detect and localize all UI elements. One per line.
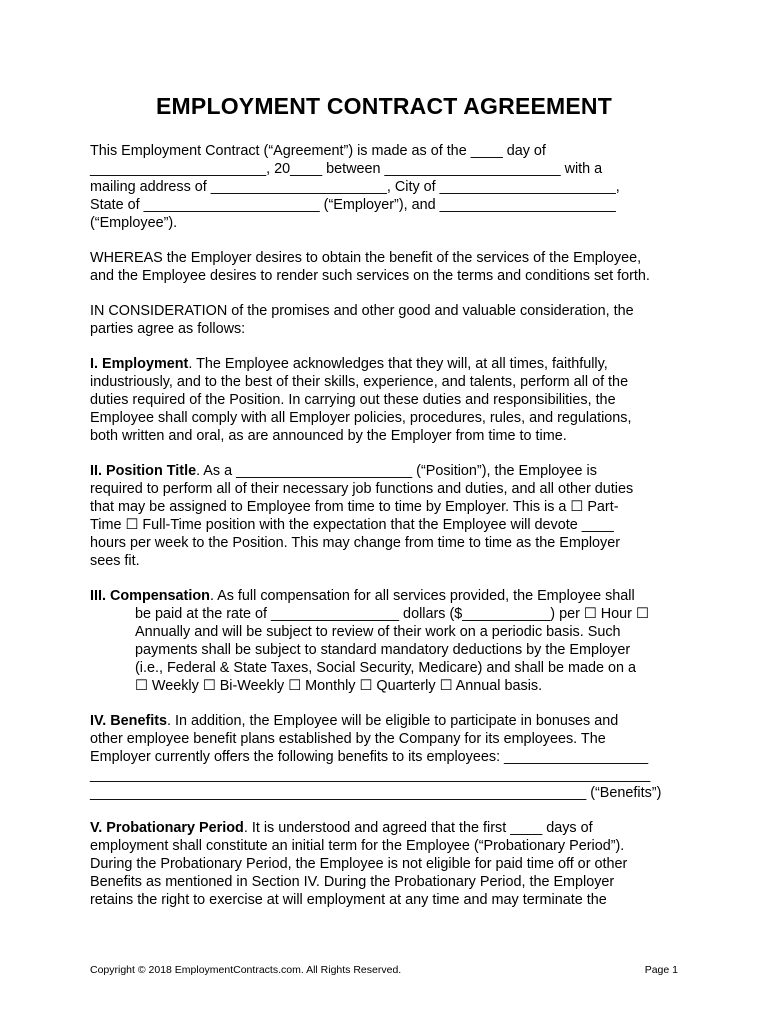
section-text: . It is understood and agreed that the first ____ days of employment shall constitute an initial term for the Employee (“Probationary Period”). During the Probationary Period, the Employee is not eligible for paid time off or other Benefits as mentioned in Section IV. During the Probationary Period, the Employer retains the right to exercise at will employment at any time and may terminate the: [90, 820, 628, 908]
section-benefits: [90, 712, 690, 802]
consideration-paragraph: IN CONSIDERATION of the promises and other good and valuable consideration, the parties agree as follows:: [90, 303, 634, 337]
section-heading: V. Probationary Period: [90, 820, 244, 836]
section-text: . In addition, the Employee will be eligible to participate in bonuses and other employee benefit plans established by the Company for its employees. The Employer currently offers the following benefits to its employees: __________________ ______________________________________________________________________ ______________________________________________________________ (“Benefits”): [90, 713, 662, 801]
section-indented-text: be paid at the rate of ________________ dollars ($___________) per ☐ Hour ☐ Annually and will be subject to review of their work on a periodic basis. Such payments shall be subject to standard mandatory deductions by the Employer (i.e., Federal & State Taxes, Social Security, Medicare) and shall be made on a ☐ Weekly ☐ Bi-Weekly ☐ Monthly ☐ Quarterly ☐ Annual basis.: [135, 606, 649, 694]
section-heading: III. Compensation: [90, 588, 210, 604]
whereas-paragraph: WHEREAS the Employer desires to obtain the benefit of the services of the Employee, and the Employee desires to render such services on the terms and conditions set forth.: [90, 250, 650, 284]
section-employment: [90, 355, 690, 445]
section-position-title: [90, 462, 690, 570]
section-text: . As full compensation for all services provided, the Employee shall: [209, 588, 635, 604]
document-body: [90, 142, 690, 926]
page-number: Page 1: [644, 964, 678, 976]
intro-paragraph: This Employment Contract (“Agreement”) is made as of the ____ day of ______________________, 20____ between ______________________ with a mailing address of ______________________, City of ______________________, State of ______________________ (“Employer”), and ______________________ (“Employee”).: [90, 143, 620, 231]
section-heading: II. Position Title: [90, 463, 197, 479]
section-text: . As a ______________________ (“Position”), the Employee is required to perform all of their necessary job functions and duties, and all other duties that may be assigned to Employee from time to time by Employer. This is a ☐ Part- Time ☐ Full-Time position with the expectation that the Employee will devote ____ hours per week to the Position. This may change from time to time as the Employer sees fit.: [90, 463, 634, 569]
section-heading: IV. Benefits: [90, 713, 168, 729]
section-compensation: [90, 587, 690, 695]
document-title: EMPLOYMENT CONTRACT AGREEMENT: [156, 93, 612, 119]
section-heading: I. Employment: [90, 356, 189, 372]
page-footer: [90, 964, 678, 976]
copyright-text: Copyright © 2018 EmploymentContracts.com. All Rights Reserved.: [90, 964, 402, 976]
section-probationary-period: [90, 819, 690, 909]
section-text: . The Employee acknowledges that they will, at all times, faithfully, industriously, and to the best of their skills, experience, and talents, perform all of the duties required of the Position. In carrying out these duties and responsibilities, the Employee shall comply with all Employer policies, procedures, rules, and regulations, both written and oral, as are announced by the Employer from time to time.: [90, 356, 632, 444]
